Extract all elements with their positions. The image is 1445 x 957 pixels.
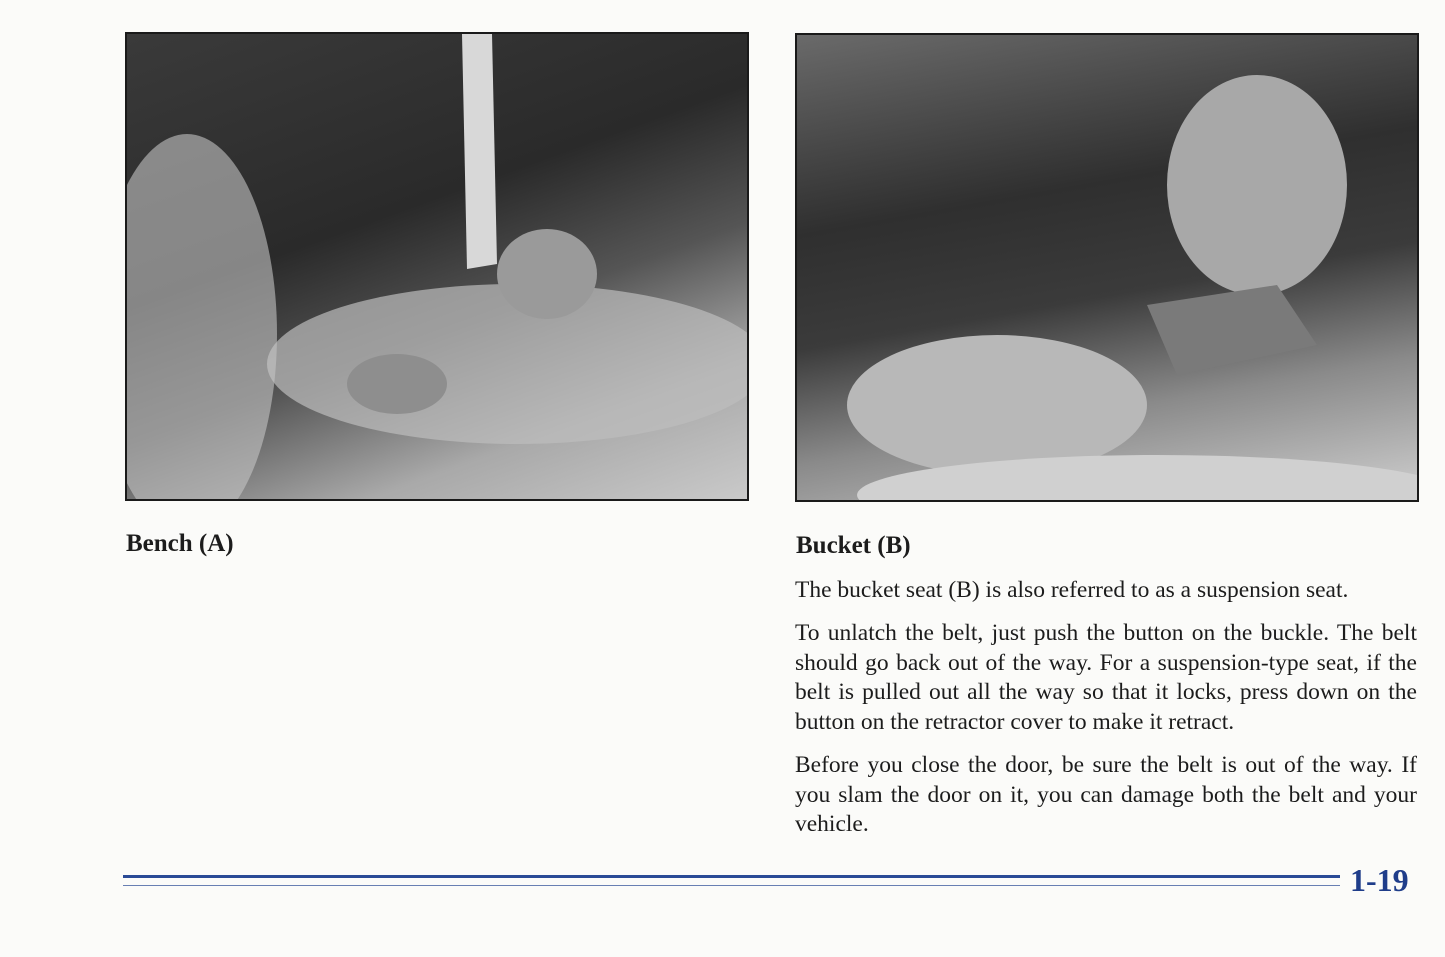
bench-seat-belt-illustration bbox=[125, 32, 749, 501]
figure-caption-bench: Bench (A) bbox=[126, 530, 234, 557]
body-paragraph: To unlatch the belt, just push the button on the buckle. The belt should go back out of the way. For a suspension-type seat, if the belt is pulled out all the way so that it locks, press down on the button on the retractor cover to make it retract. bbox=[795, 620, 1417, 735]
footer-rule-thin bbox=[123, 885, 1340, 886]
footer-rule-thick bbox=[123, 875, 1340, 878]
body-paragraph: Before you close the door, be sure the belt is out of the way. If you slam the door on it, you can damage both the belt and your vehicle. bbox=[795, 752, 1417, 837]
figure-caption-bucket: Bucket (B) bbox=[796, 532, 911, 559]
body-paragraph: The bucket seat (B) is also referred to as a suspension seat. bbox=[795, 577, 1349, 603]
page-number: 1-19 bbox=[1350, 862, 1409, 898]
bucket-seat-belt-illustration bbox=[795, 33, 1419, 502]
